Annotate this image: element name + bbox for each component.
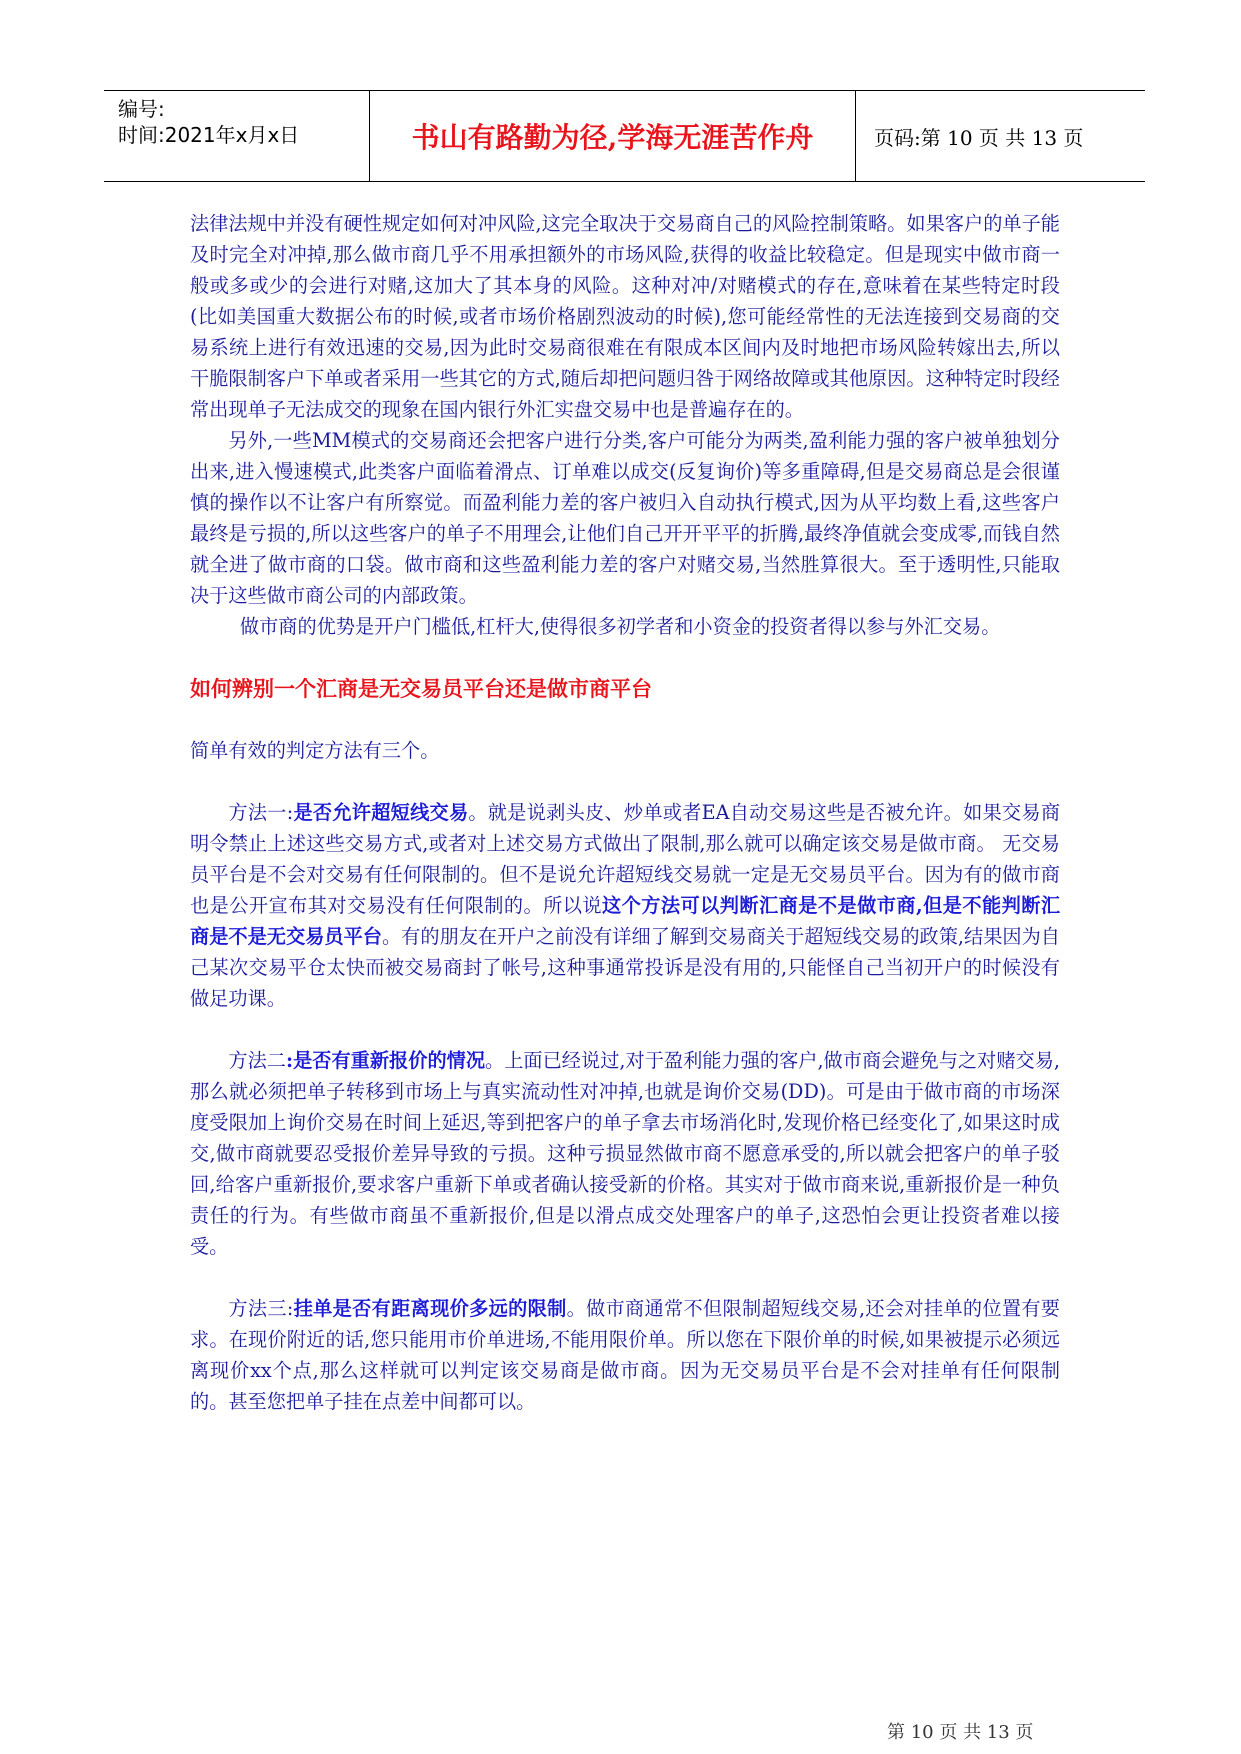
method-one-paragraph (190, 797, 1060, 1014)
method-title: 挂单是否有距离现价多远的限制 (293, 1297, 567, 1320)
method-three-paragraph (190, 1293, 1060, 1417)
paragraph: 另外,一些MM模式的交易商还会把客户进行分类,客户可能分为两类,盈利能力强的客户被单独划分出来,进入慢速模式,此类客户面临着滑点、订单难以成交(反复询价)等多重障碍,但是交易商总是会很谨慎的操作以不让客户有所察觉。而盈利能力差的客户被归入自动执行模式,因为从平均数上看,这些客户最终是亏损的,所以这些客户的单子不用理会,让他们自己开开平平的折腾,最终净值就会变成零,而钱自然就全进了做市商的口袋。做市商和这些盈利能力差的客户对赌交易,当然胜算很大。至于透明性,只能取决于这些做市商公司的内部政策。 (190, 429, 1060, 607)
header-page-label: 页码:第 10 页 共 13 页 (874, 125, 1084, 150)
method-two-paragraph (190, 1045, 1060, 1262)
method-prefix: 方法二 (228, 1049, 286, 1072)
paragraph: 做市商的优势是开户门槛低,杠杆大,使得很多初学者和小资金的投资者得以参与外汇交易。 (239, 615, 1001, 638)
method-text: 。就是说剥头皮、炒单或者EA自动交易这些是否被允许。如果交易商明令禁止上述这些交易方式,或者对上述交易方式做出了限制,那么就可以确定该交易是做市商。 无交易员平台是不会对交易有任何限制的。但不是说允许超短线交易就一定是无交易员平台。因为有的做市商也是公开宣布其对交易没有任何限制的。所以说 (190, 801, 1061, 917)
method-prefix: 方法一: (228, 801, 294, 824)
method-title: :是否有重新报价的情况 (285, 1049, 486, 1072)
document-body (190, 208, 1060, 1417)
method-emphasis: 这个方法可以判断汇商是不是做市商,但是不能判断汇商是不是无交易员平台 (190, 894, 1061, 948)
header-divider (855, 90, 856, 182)
spacer (190, 642, 1060, 673)
method-text: 。做市商通常不但限制超短线交易,还会对挂单的位置有要求。在现价附近的话,您只能用市价单进场,不能用限价单。所以您在下限价单的时候,如果被提示必须远离现价xx个点,那么这样就可以判定该交易商是做市商。因为无交易员平台是不会对挂单有任何限制的。甚至您把单子挂在点差中间都可以。 (190, 1297, 1060, 1413)
header-slogan: 书山有路勤为径,学海无涯苦作舟 (411, 121, 814, 154)
spacer (190, 1014, 1060, 1045)
page-footer: 第 10 页 共 13 页 (887, 1722, 1034, 1743)
paragraph: 简单有效的判定方法有三个。 (190, 739, 440, 762)
method-title: 是否允许超短线交易 (293, 801, 469, 824)
method-prefix: 方法三: (228, 1297, 294, 1320)
time-label: 时间:2021年x月x日 (118, 123, 300, 147)
number-label: 编号: (118, 97, 165, 121)
method-text: 。有的朋友在开户之前没有详细了解到交易商关于超短线交易的政策,结果因为自己某次交易平仓太快而被交易商封了帐号,这种事通常投诉是没有用的,只能怪自己当初开户的时候没有做足功课。 (190, 925, 1060, 1010)
spacer (190, 766, 1060, 797)
page-header (104, 90, 1145, 182)
section-heading: 如何辨别一个汇商是无交易员平台还是做市商平台 (190, 676, 652, 701)
paragraph: 法律法规中并没有硬性规定如何对冲风险,这完全取决于交易商自己的风险控制策略。如果客户的单子能及时完全对冲掉,那么做市商几乎不用承担额外的市场风险,获得的收益比较稳定。但是现实中做市商一般或多或少的会进行对赌,这加大了其本身的风险。这种对冲/对赌模式的存在,意味着在某些特定时段(比如美国重大数据公布的时候,或者市场价格剧烈波动的时候),您可能经常性的无法连接到交易商的交易系统上进行有效迅速的交易,因为此时交易商很难在有限成本区间内及时地把市场风险转嫁出去,所以干脆限制客户下单或者采用一些其它的方式,随后却把问题归咎于网络故障或其他原因。这种特定时段经常出现单子无法成交的现象在国内银行外汇实盘交易中也是普遍存在的。 (190, 212, 1060, 421)
spacer (190, 704, 1060, 735)
method-text: 。上面已经说过,对于盈利能力强的客户,做市商会避免与之对赌交易,那么就必须把单子转移到市场上与真实流动性对冲掉,也就是询价交易(DD)。可是由于做市商的市场深度受限加上询价交易在时间上延迟,等到把客户的单子拿去市场消化时,发现价格已经变化了,如果这时成交,做市商就要忍受报价差异导致的亏损。这种亏损显然做市商不愿意承受的,所以就会把客户的单子驳回,给客户重新报价,要求客户重新下单或者确认接受新的价格。其实对于做市商来说,重新报价是一种负责任的行为。有些做市商虽不重新报价,但是以滑点成交处理客户的单子,这恐怕会更让投资者难以接受。 (190, 1049, 1061, 1258)
header-meta (118, 96, 299, 148)
spacer (190, 1262, 1060, 1293)
